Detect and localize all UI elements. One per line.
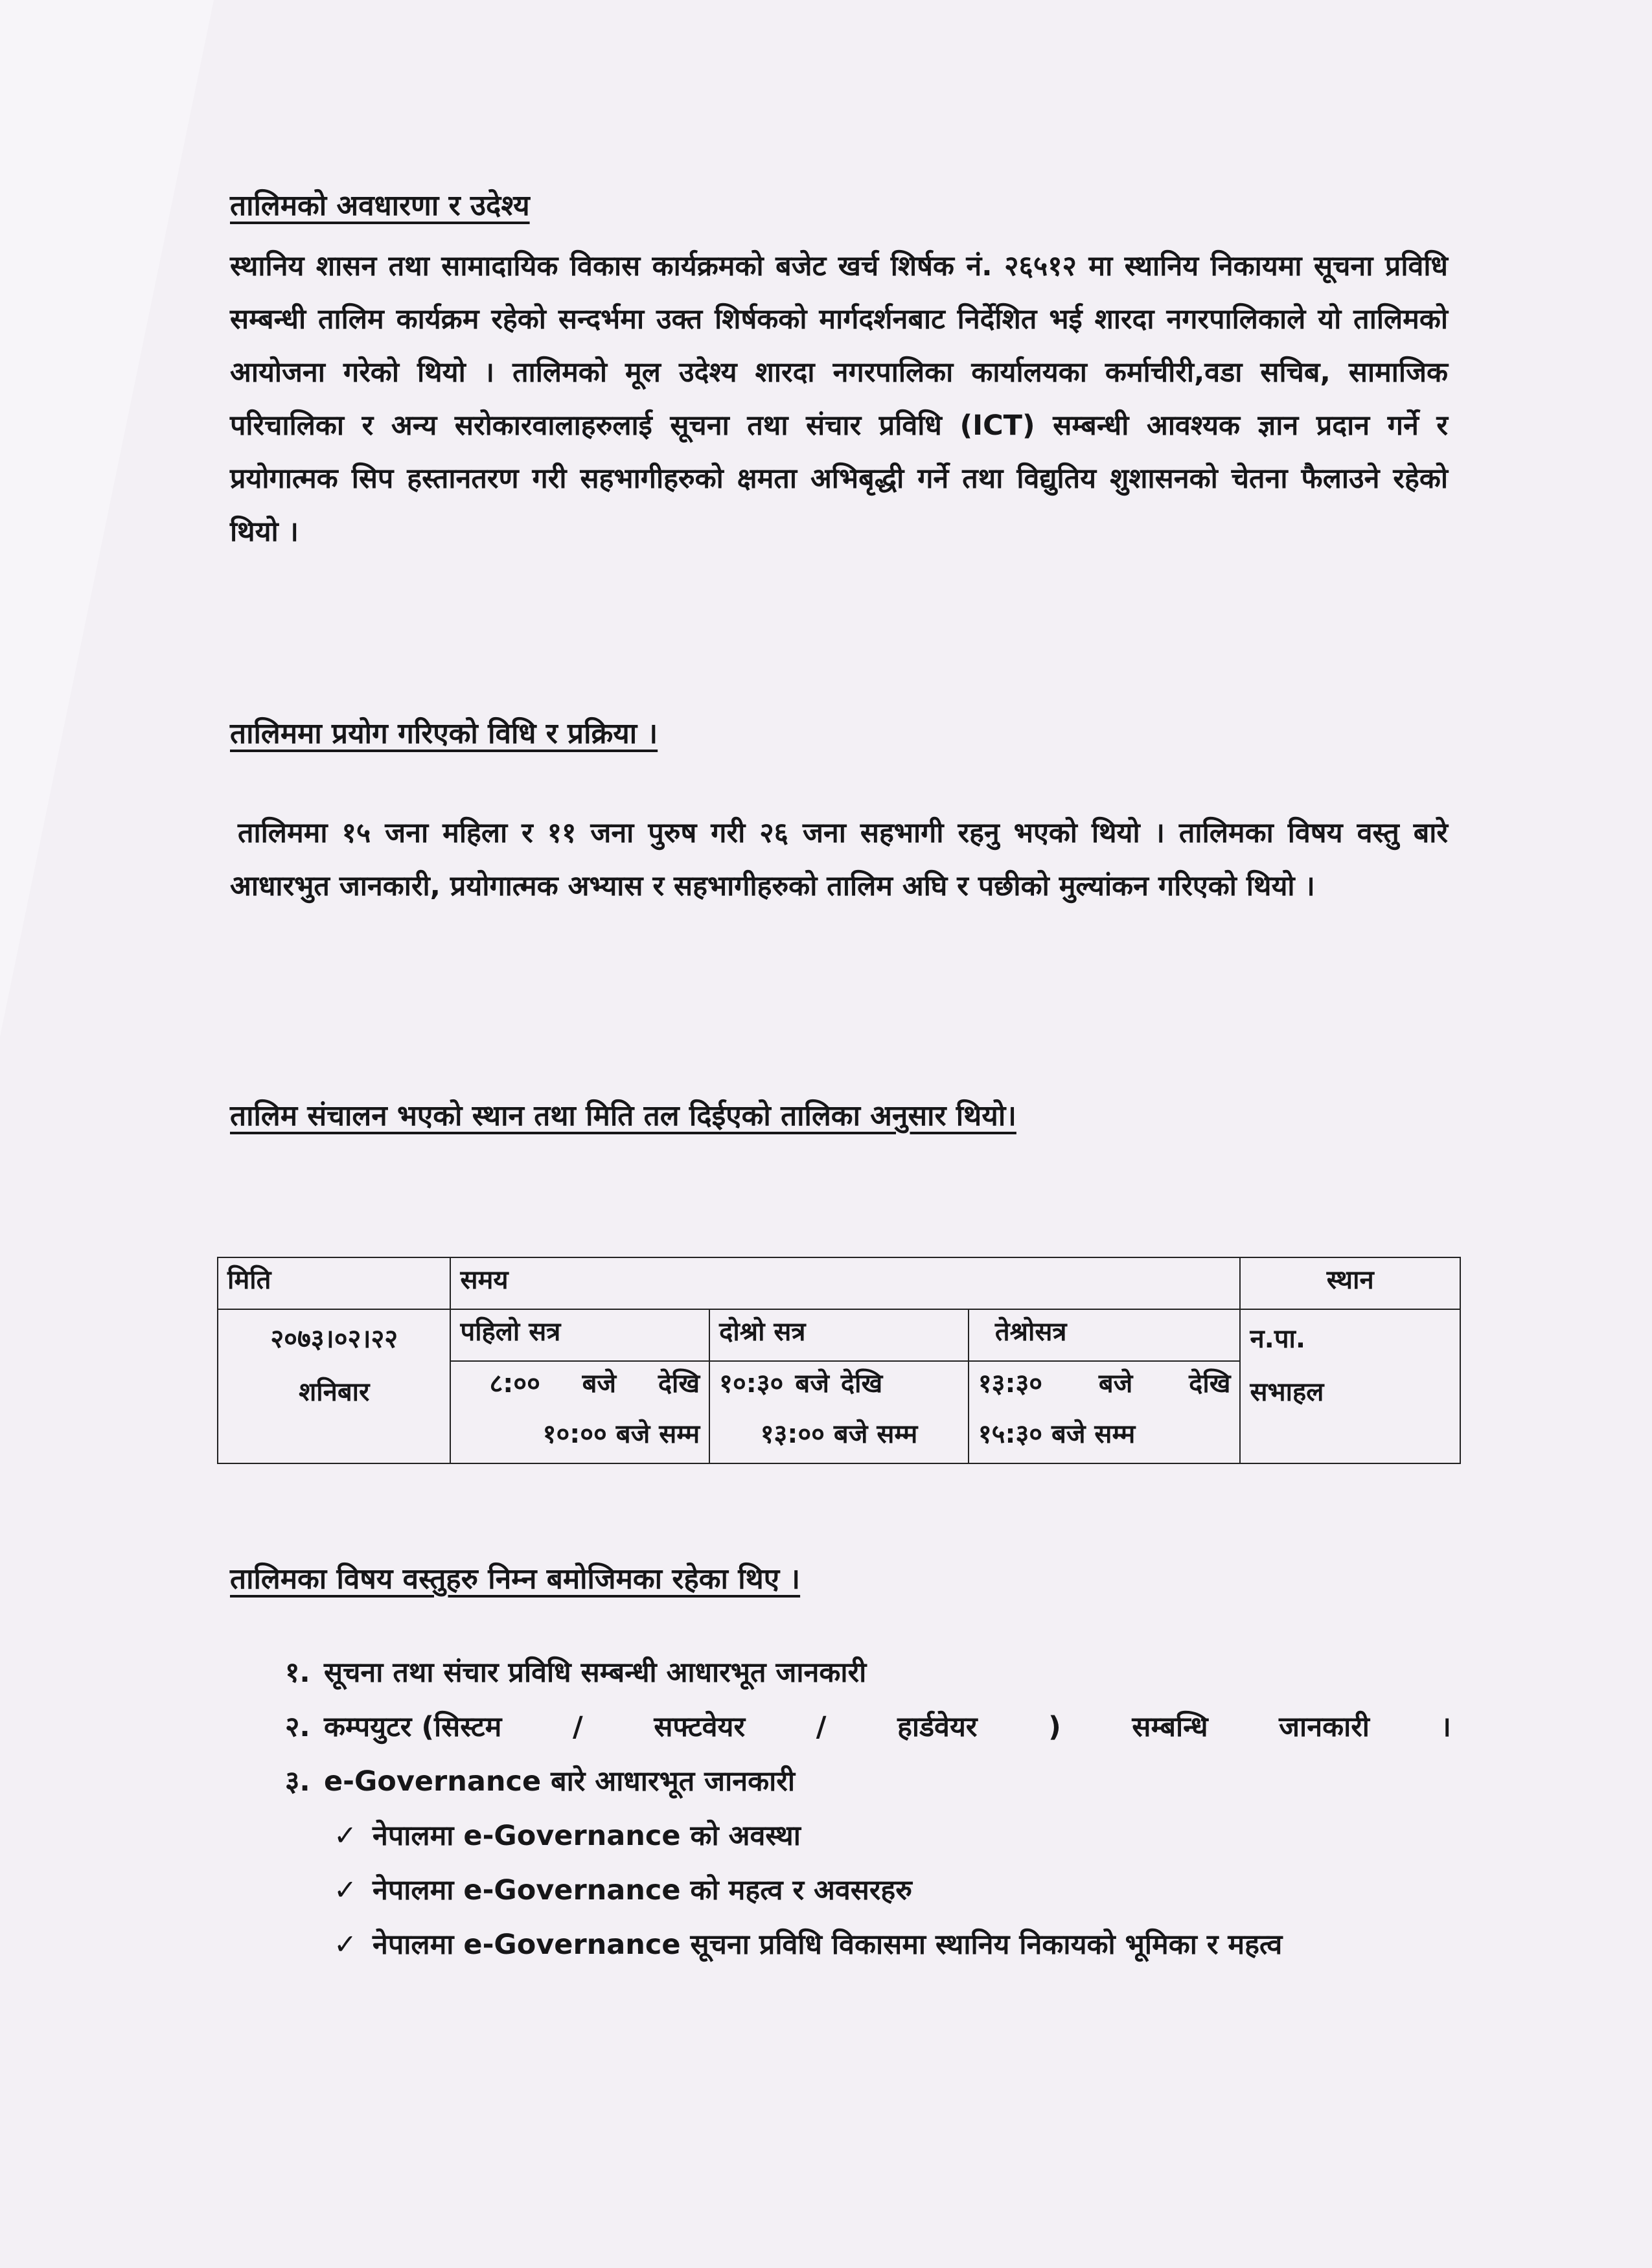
- date-cell: [218, 1309, 450, 1463]
- page-fold-shadow: [0, 0, 246, 1101]
- method-heading: तालिममा प्रयोग गरिएको विधि र प्रक्रिया ।: [230, 717, 658, 750]
- session-3-end: १५:३० बजे सम्म: [969, 1412, 1241, 1463]
- session-1-end: १०:०० बजे सम्म: [450, 1412, 709, 1463]
- objective-heading: तालिमको अवधारणा र उदेश्य: [230, 189, 530, 222]
- place-line-1: न.पा.: [1250, 1324, 1306, 1354]
- venue-heading: तालिम संचालन भएको स्थान तथा मिति तल दिईएको तालिका अनुसार थियो।: [230, 1099, 1016, 1132]
- topics-heading: तालिमका विषय वस्तुहरु निम्न बमोजिमका रहेका थिए ।: [230, 1563, 801, 1596]
- session-1-start: ८:०० बजे देखि: [450, 1361, 709, 1412]
- topic-item-2: २. कम्पयुटर (सिस्टम / सफ्टवेयर / हार्डवेयर ) सम्बन्धि जानकारी ।: [285, 1711, 1451, 1743]
- check-icon: ✓: [334, 1874, 358, 1907]
- topics-list: [285, 1645, 1451, 1972]
- schedule-session-row: [218, 1309, 1460, 1361]
- session-3-start: १३:३० बजे देखि: [969, 1361, 1241, 1412]
- topic-item-1: १. सूचना तथा संचार प्रविधि सम्बन्धी आधारभूत जानकारी: [285, 1656, 867, 1689]
- topic-3-sublist: [285, 1809, 1451, 1972]
- sub-item-3: ✓ नेपालमा e-Governance सूचना प्रविधि विकासमा स्थानिय निकायको भूमिका र महत्व: [334, 1918, 1451, 1972]
- session-2-start: १०:३० बजे देखि: [709, 1361, 969, 1412]
- sub-item-1: ✓ नेपालमा e-Governance को अवस्था: [334, 1809, 1451, 1863]
- date-value: २०७३।०२।२२: [270, 1324, 398, 1354]
- check-icon: ✓: [334, 1929, 358, 1961]
- place-line-2: सभाहल: [1250, 1377, 1324, 1407]
- session-3-name: तेश्रोसत्र: [969, 1309, 1241, 1361]
- header-place: स्थान: [1240, 1257, 1460, 1309]
- header-time: समय: [450, 1257, 1240, 1309]
- schedule-header-row: [218, 1257, 1460, 1309]
- objective-paragraph: स्थानिय शासन तथा सामादायिक विकास कार्यक्रमको बजेट खर्च शिर्षक नं. २६५१२ मा स्थानिय निकायमा सूचना प्रविधि सम्बन्धी तालिम कार्यक्रम रहेको सन्दर्भमा उक्त शिर्षकको मार्गदर्शनबाट निर्देशित भई शारदा नगरपालिकाले यो तालिमको आयोजना गरेको थियो । तालिमको मूल उदेश्य शारदा नगरपालिका कार्यालयका कर्माचीरी,वडा सचिब, सामाजिक परिचालिका र अन्य सरोकारवालाहरुलाई सूचना तथा संचार प्रविधि (ICT) सम्बन्धी आवश्यक ज्ञान प्रदान गर्ने र प्रयोगात्मक सिप हस्तानतरण गरी सहभागीहरुको क्षमता अभिबृद्धी गर्ने तथा विद्युतिय शुशासनको चेतना फैलाउने रहेको थियो ।: [230, 250, 1448, 548]
- topic-item-3: ३. e-Governance बारे आधारभूत जानकारी ✓ नेपालमा e-Governance को अवस्था ✓ नेपालमा e-Governance को महत्व र अवसरहरु ✓ नेपालमा e-Governance सूचना प्रविधि विकासमा स्थानिय निकायको भूमिका र महत्व: [285, 1754, 1451, 1972]
- method-paragraph: तालिममा १५ जना महिला र ११ जना पुरुष गरी २६ जना सहभागी रहनु भएको थियो । तालिमका विषय वस्तु बारे आधारभुत जानकारी, प्रयोगात्मक अभ्यास र सहभागीहरुको तालिम अघि र पछीको मुल्यांकन गरिएको थियो ।: [230, 817, 1448, 902]
- day-value: शनिबार: [299, 1377, 370, 1407]
- place-cell: [1240, 1309, 1460, 1463]
- check-icon: ✓: [334, 1820, 358, 1852]
- session-2-end: १३:०० बजे सम्म: [709, 1412, 969, 1463]
- session-2-name: दोश्रो सत्र: [709, 1309, 969, 1361]
- sub-item-2: ✓ नेपालमा e-Governance को महत्व र अवसरहरु: [334, 1863, 1451, 1918]
- header-date: मिति: [218, 1257, 450, 1309]
- schedule-table: [217, 1257, 1461, 1464]
- session-1-name: पहिलो सत्र: [450, 1309, 709, 1361]
